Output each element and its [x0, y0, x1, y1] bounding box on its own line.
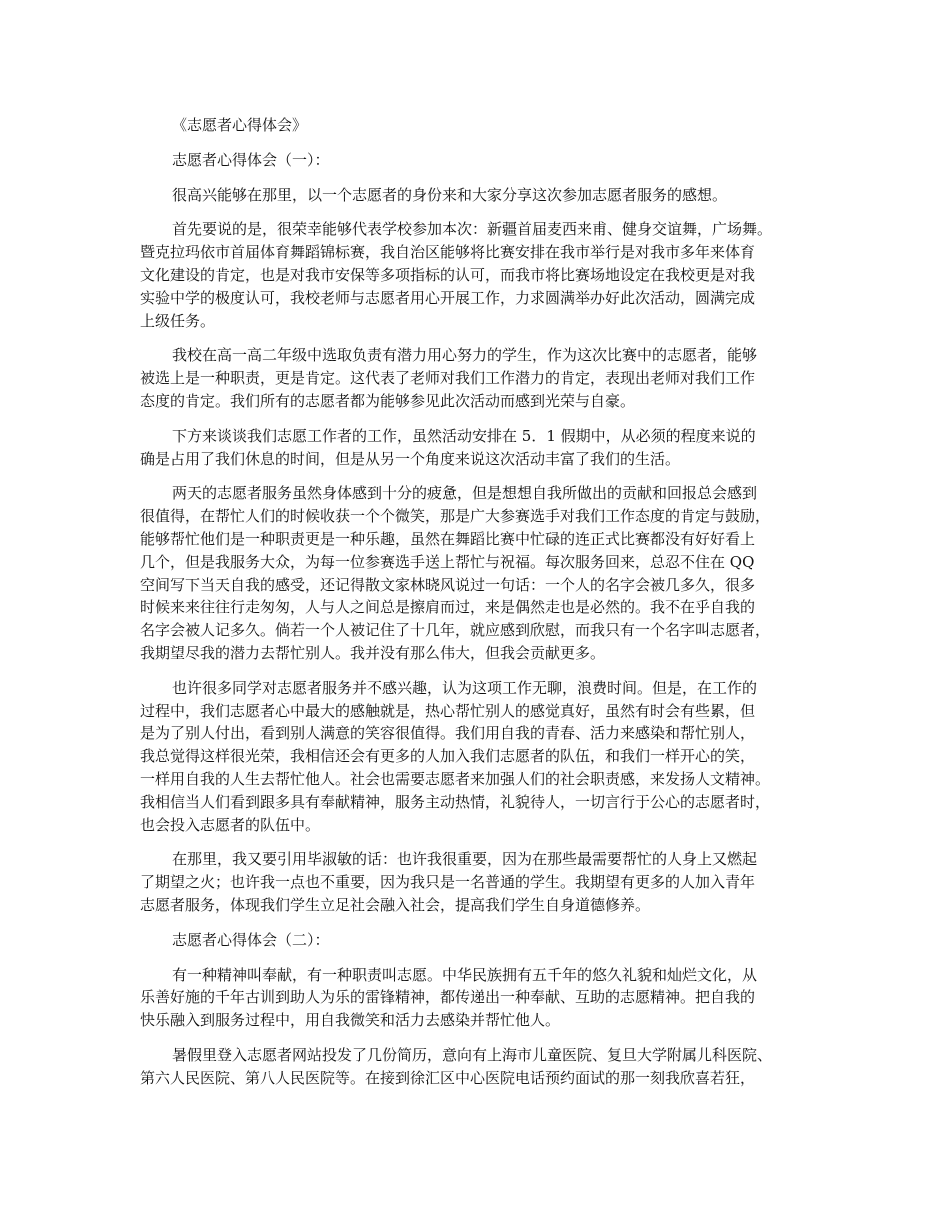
- text-line: 两天的志愿者服务虽然身体感到十分的疲惫，但是想想自我所做出的贡献和回报总会感到: [172, 484, 758, 503]
- text-line: 有一种精神叫奉献，有一种职责叫志愿。中华民族拥有五千年的悠久礼貌和灿烂文化，从: [172, 965, 758, 984]
- text-line: 首先要说的是，很荣幸能够代表学校参加本次：新疆首届麦西来甫、健身交谊舞，广场舞。: [172, 220, 773, 239]
- text-line: 也许很多同学对志愿者服务并不感兴趣，认为这项工作无聊，浪费时间。但是，在工作的: [172, 678, 758, 697]
- document-body: [140, 114, 820, 1101]
- text-line: 实验中学的极度认可，我校老师与志愿者用心开展工作，力求圆满举办好此次活动，圆满完成: [140, 288, 756, 307]
- text-line: 被选上是一种职责，更是肯定。这代表了老师对我们工作潜力的肯定，表现出老师对我们工作: [140, 369, 756, 388]
- text-line: 我校在高一高二年级中选取负责有潜力用心努力的学生，作为这次比赛中的志愿者，能够: [172, 346, 758, 365]
- text-line: 能够帮忙他们是一种职责更是一种乐趣，虽然在舞蹈比赛中忙碌的连正式比赛都没有好好看上: [140, 529, 756, 548]
- text-line: 暑假里登入志愿者网站投发了几份简历，意向有上海市儿童医院、复旦大学附属儿科医院、: [172, 1045, 773, 1064]
- paragraph: [140, 425, 820, 471]
- paragraph: [140, 1044, 820, 1090]
- text-line: 也会投入志愿者的队伍中。: [140, 815, 321, 834]
- text-line: 很值得，在帮忙人们的时候收获一个个微笑，那是广大参赛选手对我们工作态度的肯定与鼓励，: [140, 507, 771, 526]
- section-heading-2: 志愿者心得体会（二）：: [172, 930, 330, 949]
- text-line: 确是占用了我们休息的时间，但是从另一个角度来说这次活动丰富了我们的生活。: [140, 449, 681, 468]
- text-line: 下方来谈谈我们志愿工作者的工作，虽然活动安排在 5．1 假期中，从必须的程度来说的: [172, 426, 756, 445]
- text-line: 上级任务。: [140, 311, 216, 330]
- text-line: 名字会被人记多久。倘若一个人被记住了十几年，就应感到欣慰，而我只有一个名字叫志愿者，: [140, 621, 771, 640]
- paragraph: [140, 482, 820, 664]
- text-line: 我总觉得这样很光荣，我相信还会有更多的人加入我们志愿者的队伍，和我们一样开心的笑，: [140, 747, 756, 766]
- document-title: 《志愿者心得体会》: [172, 116, 308, 134]
- text-line: 几个，但是我服务大众，为每一位参赛选手送上帮忙与祝福。每次服务回来，总忍不住在 QQ: [140, 552, 755, 571]
- paragraph: [140, 184, 820, 207]
- paragraph: [140, 218, 820, 332]
- paragraph: [140, 964, 820, 1032]
- text-line: 我期望尽我的潜力去帮忙别人。我并没有那么伟大，但我会贡献更多。: [140, 643, 606, 662]
- text-line: 一样用自我的人生去帮忙他人。社会也需要志愿者来加强人们的社会职责感，来发扬人文精神。: [140, 769, 771, 788]
- text-line: 态度的肯定。我们所有的志愿者都为能够参见此次活动而感到光荣与自豪。: [140, 391, 636, 410]
- paragraph: [140, 848, 820, 916]
- text-line: 第六人民医院、第八人民医院等。在接到徐汇区中心医院电话预约面试的那一刻我欣喜若狂，: [140, 1068, 756, 1087]
- text-line: 过程中，我们志愿者心中最大的感触就是，热心帮忙别人的感觉真好，虽然有时会有些累，但: [140, 701, 756, 720]
- text-line: 空间写下当天自我的感受，还记得散文家林晓风说过一句话：一个人的名字会被几多久，很多: [140, 575, 756, 594]
- text-line: 是为了别人付出，看到别人满意的笑容很值得。我们用自我的青春、活力来感染和帮忙别人，: [140, 724, 756, 743]
- text-line: 很高兴能够在那里，以一个志愿者的身份来和大家分享这次参加志愿者服务的感想。: [172, 185, 728, 204]
- section-heading-1: 志愿者心得体会（一）：: [172, 150, 330, 169]
- text-line: 文化建设的肯定，也是对我市安保等多项指标的认可，而我市将比赛场地设定在我校更是对我: [140, 265, 756, 284]
- text-line: 时候来来往往行走匆匆，人与人之间总是擦肩而过，来是偶然走也是必然的。我不在乎自我的: [140, 598, 756, 617]
- text-line: 乐善好施的千年古训到助人为乐的雷锋精神，都传递出一种奉献、互助的志愿精神。把自我的: [140, 988, 756, 1007]
- text-line: 暨克拉玛依市首届体育舞蹈锦标赛，我自治区能够将比赛安排在我市举行是对我市多年来体育: [140, 243, 756, 262]
- text-line: 我相信当人们看到跟多具有奉献精神，服务主动热情，礼貌待人，一切言行于公心的志愿者时，: [140, 792, 771, 811]
- text-line: 在那里，我又要引用毕淑敏的话：也许我很重要，因为在那些最需要帮忙的人身上又燃起: [172, 850, 758, 869]
- paragraph: [140, 677, 820, 837]
- text-line: 了期望之火；也许我一点也不重要，因为我只是一名普通的学生。我期望有更多的人加入青年: [140, 873, 756, 892]
- paragraph: [140, 344, 820, 412]
- text-line: 志愿者服务，体现我们学生立足社会融入社会，提高我们学生自身道德修养。: [140, 895, 651, 914]
- text-line: 快乐融入到服务过程中，用自我微笑和活力去感染并帮忙他人。: [140, 1011, 561, 1030]
